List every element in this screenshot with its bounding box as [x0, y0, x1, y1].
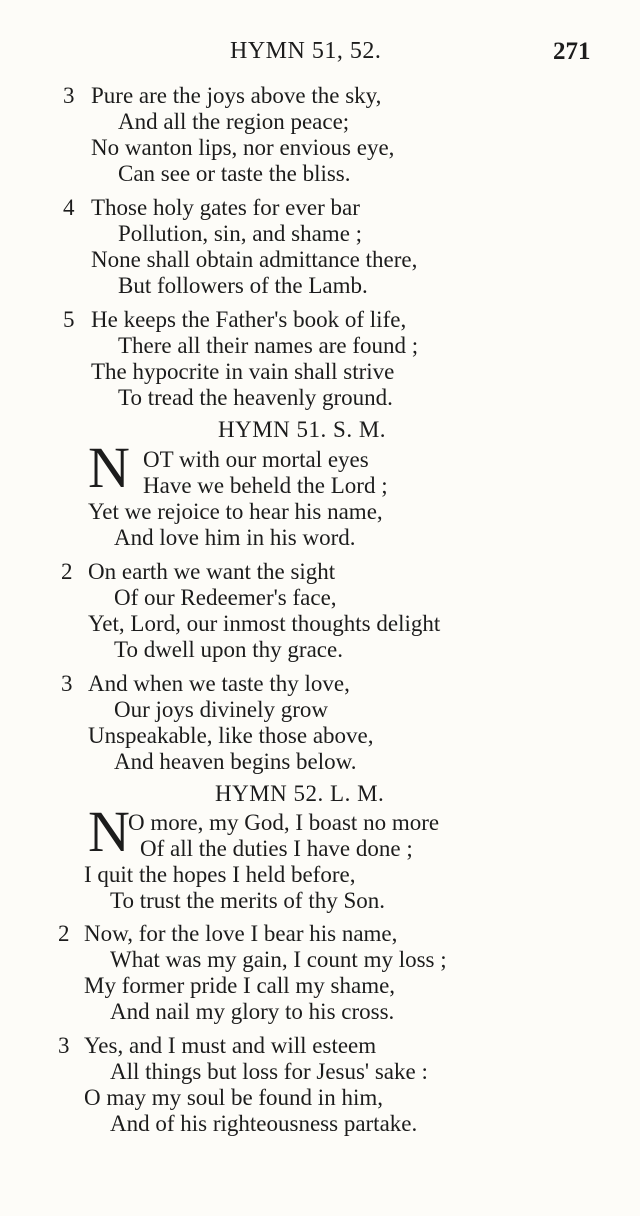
stanza-number: 2: [58, 921, 70, 946]
verse-line: Yes, and I must and will esteem: [84, 1033, 377, 1058]
stanza-number: 4: [63, 195, 75, 220]
verse-line: No wanton lips, nor envious eye,: [91, 135, 395, 160]
verse-line: To dwell upon thy grace.: [114, 637, 343, 662]
verse-line: And when we taste thy love,: [88, 671, 350, 696]
verse-line: Those holy gates for ever bar: [91, 195, 360, 220]
verse-line: And of his righteousness partake.: [110, 1111, 418, 1136]
verse-line: The hypocrite in vain shall strive: [91, 359, 395, 384]
verse-line: O more, my God, I boast no more: [128, 810, 440, 835]
verse-line: Of all the duties I have done ;: [140, 836, 413, 861]
hymn-title: HYMN 51. S. M.: [218, 417, 387, 442]
verse-line: I quit the hopes I held before,: [84, 862, 356, 887]
verse-line: On earth we want the sight: [88, 559, 336, 584]
verse-line: Yet we rejoice to hear his name,: [88, 499, 383, 524]
verse-line: Of our Redeemer's face,: [114, 585, 337, 610]
verse-line: Yet, Lord, our inmost thoughts delight: [88, 611, 441, 636]
page-number: 271: [553, 38, 591, 65]
stanza-number: 3: [63, 83, 75, 108]
verse-line: None shall obtain admittance there,: [91, 247, 418, 272]
verse-line: But followers of the Lamb.: [118, 273, 368, 298]
stanza-number: 3: [58, 1033, 70, 1058]
verse-line: Pure are the joys above the sky,: [91, 83, 382, 108]
verse-line: O may my soul be found in him,: [84, 1085, 383, 1110]
verse-line: And nail my glory to his cross.: [110, 999, 395, 1024]
verse-line: All things but loss for Jesus' sake :: [110, 1059, 428, 1084]
stanza-number: 2: [61, 559, 73, 584]
verse-line: And all the region peace;: [118, 109, 350, 134]
verse-line: To tread the heavenly ground.: [118, 385, 393, 410]
drop-cap: N: [88, 435, 130, 500]
verse-line: Now, for the love I bear his name,: [84, 921, 398, 946]
verse-line: My former pride I call my shame,: [84, 973, 396, 998]
verse-line: He keeps the Father's book of life,: [91, 307, 407, 332]
verse-line: Unspeakable, like those above,: [88, 723, 374, 748]
verse-line: And love him in his word.: [114, 525, 356, 550]
verse-line: Pollution, sin, and shame ;: [118, 221, 363, 246]
verse-line: To trust the merits of thy Son.: [110, 888, 386, 913]
verse-line: What was my gain, I count my loss ;: [110, 947, 447, 972]
verse-line: And heaven begins below.: [114, 749, 357, 774]
hymn-title: HYMN 52. L. M.: [215, 781, 385, 806]
verse-line: OT with our mortal eyes: [143, 447, 369, 472]
drop-cap: N: [88, 799, 130, 864]
verse-line: There all their names are found ;: [118, 333, 419, 358]
stanza-number: 5: [63, 307, 75, 332]
verse-line: Our joys divinely grow: [114, 697, 329, 722]
running-title: HYMN 51, 52.: [230, 38, 382, 64]
verse-line: Can see or taste the bliss.: [118, 161, 351, 186]
stanza-number: 3: [61, 671, 73, 696]
verse-line: Have we beheld the Lord ;: [143, 473, 388, 498]
